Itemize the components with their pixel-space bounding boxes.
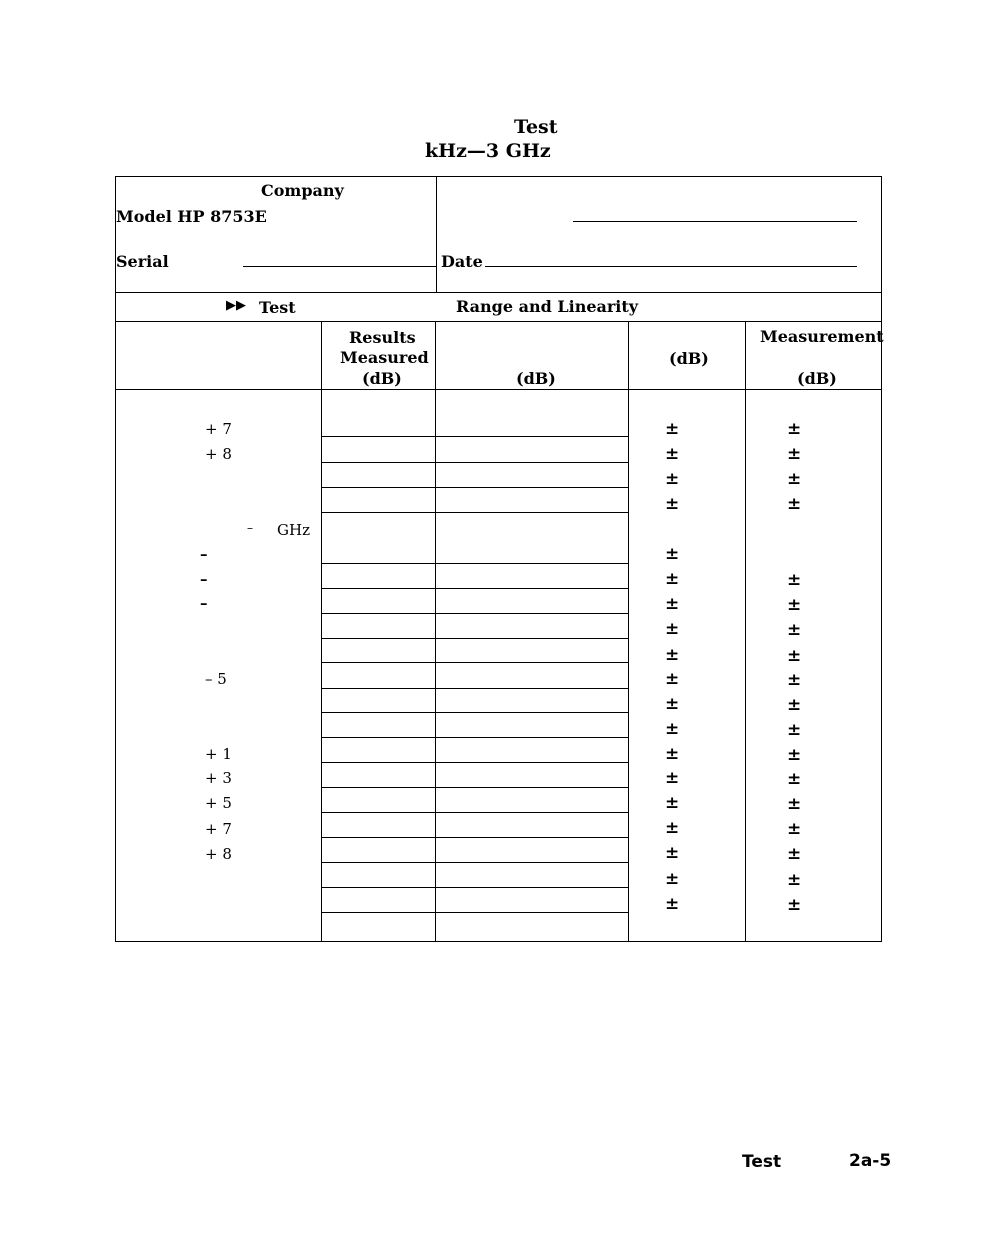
row-label-7: + 3 — [205, 769, 232, 787]
pm-symbol: ± — [787, 670, 802, 690]
pm-symbol: ± — [787, 419, 802, 439]
title-line-2: kHz—3 GHz — [425, 140, 551, 162]
pm-symbol: ± — [787, 646, 802, 666]
row-label-8: + 5 — [205, 794, 232, 812]
test-name: Range and Linearity — [456, 297, 639, 316]
pm-symbol: ± — [787, 469, 802, 489]
pm-symbol: ± — [787, 769, 802, 789]
col3-header-unit: (dB) — [516, 369, 556, 388]
pm-symbol: ± — [665, 494, 680, 514]
pm-symbol: ± — [787, 570, 802, 590]
pm-symbol: ± — [665, 469, 680, 489]
pm-symbol: ± — [787, 844, 802, 864]
pm-symbol: ± — [787, 819, 802, 839]
col5-header-1: Measurement — [760, 327, 884, 346]
row-label-6: + 1 — [205, 745, 232, 763]
row-label-10: + 8 — [205, 845, 232, 863]
test-arrows-icon: ▶▶ — [226, 298, 246, 313]
results-header-1: Results — [349, 328, 416, 347]
pm-symbol: ± — [665, 444, 680, 464]
pm-symbol: ± — [665, 843, 680, 863]
row-label-5: – 5 — [205, 670, 227, 688]
pm-symbol: ± — [665, 768, 680, 788]
pm-symbol: ± — [787, 620, 802, 640]
dash-3: – — [200, 594, 208, 612]
pm-symbol: ± — [665, 645, 680, 665]
serial-label: Serial — [116, 252, 169, 271]
row-label-9: + 7 — [205, 820, 232, 838]
dash-2: – — [200, 570, 208, 588]
col5-header-unit: (dB) — [797, 369, 837, 388]
pm-symbol: ± — [665, 744, 680, 764]
title-line-1: Test — [514, 116, 558, 138]
pm-symbol: ± — [787, 870, 802, 890]
test-label: Test — [259, 298, 296, 317]
pm-symbol: ± — [665, 719, 680, 739]
pm-symbol: ± — [787, 745, 802, 765]
pm-symbol: ± — [665, 793, 680, 813]
ghz-dash: – — [247, 521, 253, 535]
footer-test-label: Test — [742, 1152, 782, 1172]
pm-symbol: ± — [665, 818, 680, 838]
pm-symbol: ± — [787, 720, 802, 740]
pm-symbol: ± — [787, 444, 802, 464]
pm-symbol: ± — [787, 494, 802, 514]
results-header-2: Measured — [340, 348, 429, 367]
pm-symbol: ± — [665, 669, 680, 689]
pm-symbol: ± — [787, 895, 802, 915]
pm-symbol: ± — [665, 869, 680, 889]
dash-1: – — [200, 545, 208, 563]
pm-symbol: ± — [665, 894, 680, 914]
pm-symbol: ± — [665, 569, 680, 589]
ghz-label: GHz — [277, 521, 310, 539]
pm-symbol: ± — [665, 594, 680, 614]
date-label: Date — [441, 252, 483, 271]
pm-symbol: ± — [665, 419, 680, 439]
pm-symbol: ± — [665, 619, 680, 639]
company-label: Company — [261, 181, 344, 200]
row-label-1: + 7 — [205, 420, 232, 438]
pm-symbol: ± — [665, 694, 680, 714]
row-label-2: + 8 — [205, 445, 232, 463]
model-label: Model HP 8753E — [116, 207, 267, 226]
pm-symbol: ± — [787, 595, 802, 615]
footer-page-number: 2a-5 — [849, 1151, 892, 1171]
pm-symbol: ± — [665, 544, 680, 564]
pm-symbol: ± — [787, 695, 802, 715]
pm-symbol: ± — [787, 794, 802, 814]
results-header-unit: (dB) — [362, 369, 402, 388]
col4-header-unit: (dB) — [669, 349, 709, 368]
